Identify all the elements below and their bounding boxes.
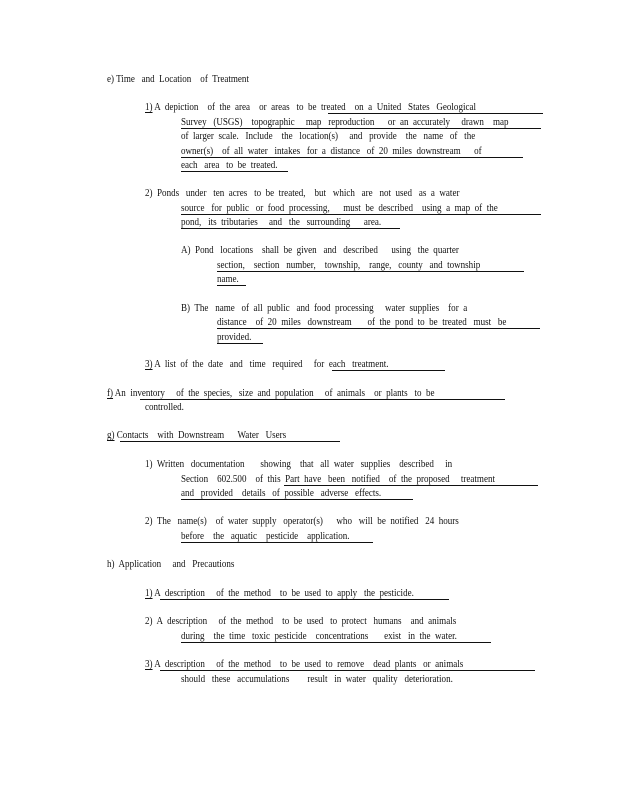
item-marker: 3) bbox=[145, 659, 153, 670]
underline-rule bbox=[181, 228, 400, 229]
section-e-item1-line5: each area to be treated. bbox=[181, 160, 278, 171]
section-h-item3-line1: 3) A description of the method to be used to remove dead plants or animals bbox=[145, 659, 464, 670]
section-g-item2-line1: 2) The name(s) of water supply operator(s) who will be notified 24 hours bbox=[145, 516, 459, 527]
section-e-item2-line2: source for public or food processing, must be described using a map of the bbox=[181, 203, 498, 214]
underline-rule bbox=[217, 271, 524, 272]
section-e-subA-line3: name. bbox=[217, 274, 239, 285]
underline-rule bbox=[332, 370, 445, 371]
section-f-line1: f) An inventory of the species, size and population of animals or plants to be bbox=[107, 388, 435, 399]
section-marker: f) bbox=[107, 388, 114, 399]
section-e-item2-line3: pond, its tributaries and the surrounding area. bbox=[181, 217, 382, 228]
underline-rule bbox=[120, 441, 340, 442]
section-h-item3-line2: should these accumulations result in water quality deterioration. bbox=[181, 674, 453, 685]
underline-rule bbox=[181, 499, 413, 500]
section-e-item1-line3: of larger scale. Include the location(s) and provide the name of the bbox=[181, 131, 476, 142]
underline-rule bbox=[328, 113, 543, 114]
section-f-line2: controlled. bbox=[145, 402, 184, 413]
section-e-subB-line3: provided. bbox=[217, 332, 252, 343]
underline-rule bbox=[181, 642, 491, 643]
underline-rule bbox=[181, 542, 373, 543]
section-g-item1-line3: and provided details of possible adverse effects. bbox=[181, 488, 382, 499]
underline-rule bbox=[140, 399, 505, 400]
section-e-heading: e) Time and Location of Treatment bbox=[107, 74, 249, 85]
underline-rule bbox=[284, 485, 538, 486]
underline-rule bbox=[181, 171, 288, 172]
section-e-subA-line1: A) Pond locations shall be given and described using the quarter bbox=[181, 245, 459, 256]
section-e-item2-line1: 2) Ponds under ten acres to be treated, but which are not used as a water bbox=[145, 188, 460, 199]
section-h-item2-line1: 2) A description of the method to be used to protect humans and animals bbox=[145, 616, 457, 627]
underline-rule bbox=[181, 214, 541, 215]
section-e-subB-line2: distance of 20 miles downstream of the pond to be treated must be bbox=[217, 317, 507, 328]
underline-rule bbox=[160, 599, 449, 600]
item-marker: 1) bbox=[145, 102, 153, 113]
section-h-item2-line2: during the time toxic pesticide concentrations exist in the water. bbox=[181, 631, 457, 642]
section-marker: g) bbox=[107, 430, 115, 441]
section-h-heading: h) Application and Precautions bbox=[107, 559, 235, 570]
section-e-item1-line4: owner(s) of all water intakes for a distance of 20 miles downstream of bbox=[181, 146, 482, 157]
section-g-item1-line1: 1) Written documentation showing that all water supplies described in bbox=[145, 459, 453, 470]
underline-rule bbox=[181, 128, 541, 129]
item-marker: 1) bbox=[145, 588, 153, 599]
section-e-item3: 3) A list of the date and time required for each treatment. bbox=[145, 359, 389, 370]
underline-rule bbox=[217, 343, 263, 344]
underline-rule bbox=[160, 670, 535, 671]
section-e-item1-line2: Survey (USGS) topographic map reproduction or an accurately drawn map bbox=[181, 117, 509, 128]
section-e-subA-line2: section, section number, township, range, county and township bbox=[217, 260, 481, 271]
underline-rule bbox=[181, 157, 523, 158]
section-g-item2-line2: before the aquatic pesticide application. bbox=[181, 531, 350, 542]
section-g-item1-line2: Section 602.500 of this Part have been notified of the proposed treatment bbox=[181, 474, 495, 485]
section-e-item1-line1: 1) A depiction of the area or areas to be treated on a United States Geological bbox=[145, 102, 477, 113]
underline-rule bbox=[217, 285, 246, 286]
item-marker: 3) bbox=[145, 359, 153, 370]
section-e-subB-line1: B) The name of all public and food processing water supplies for a bbox=[181, 303, 468, 314]
section-h-item1: 1) A description of the method to be used to apply the pesticide. bbox=[145, 588, 414, 599]
underline-rule bbox=[217, 328, 540, 329]
section-g-heading: g) Contacts with Downstream Water Users bbox=[107, 430, 287, 441]
